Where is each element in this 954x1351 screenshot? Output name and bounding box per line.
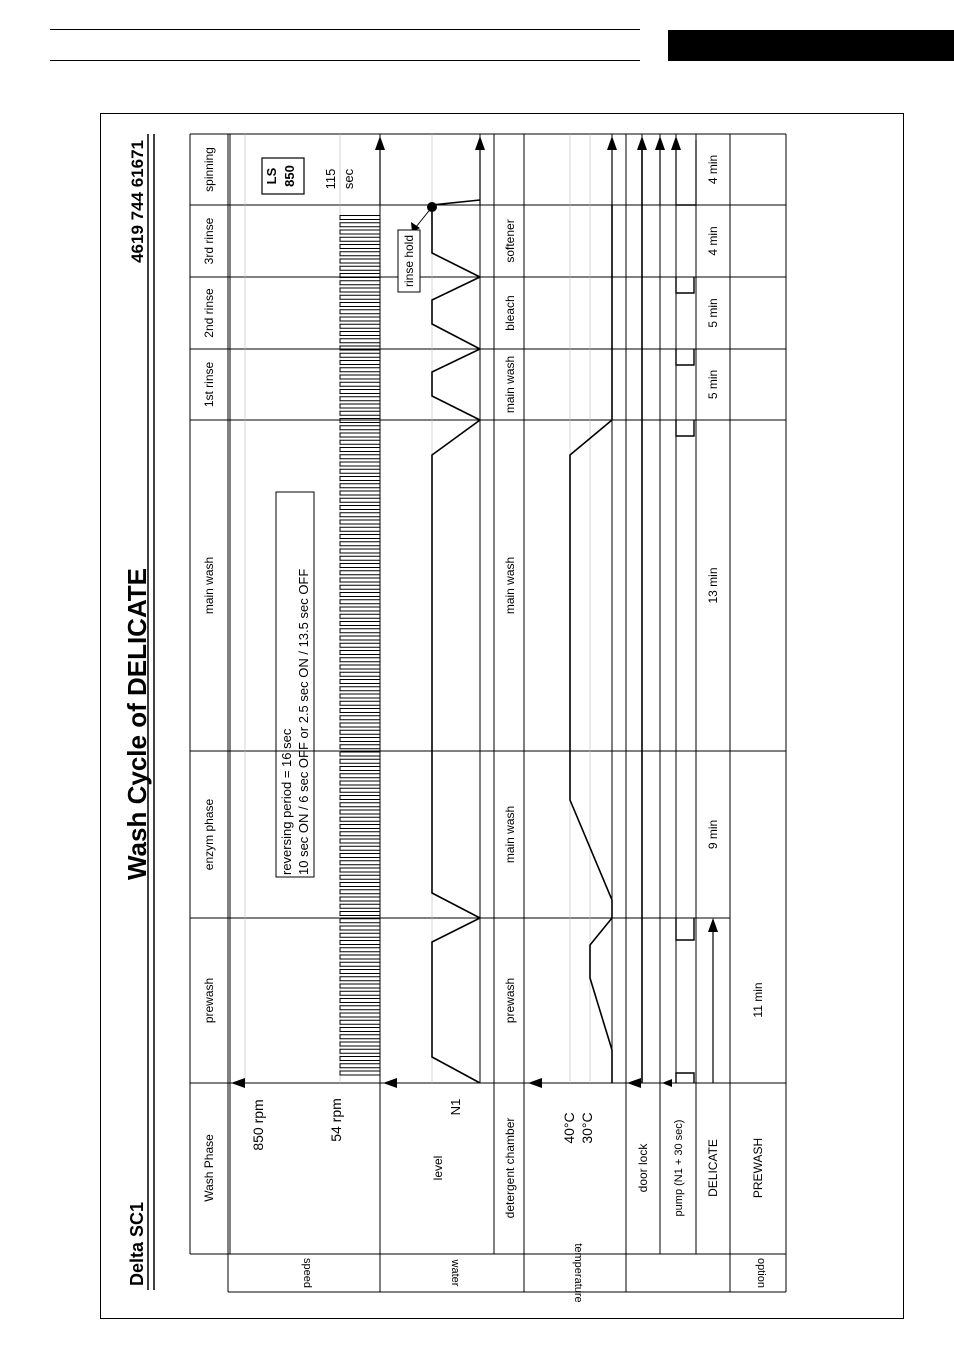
reversing-line1: reversing period = 16 sec: [279, 728, 294, 875]
phase-duration: 4 min: [706, 226, 720, 256]
group-label-speed: speed: [301, 1258, 313, 1288]
phase-duration: 4 min: [706, 154, 720, 185]
reversing-pulse-train: [340, 212, 380, 1075]
phase-duration: 13 min: [706, 567, 720, 604]
spin-time: 115: [323, 168, 338, 190]
spin-label: LS: [264, 167, 279, 185]
phase-detergent: main wash: [503, 556, 517, 615]
row-label-speed-wash: 54 rpm: [328, 1098, 344, 1142]
speed-arrow-top: [375, 136, 385, 150]
phase-name: prewash: [202, 977, 216, 1024]
row-label-level: level: [431, 1155, 445, 1181]
spin-speed: 850: [282, 165, 297, 187]
door-arrow-left: [627, 1078, 641, 1088]
phase-name: enzym phase: [202, 798, 216, 871]
group-label-temperature: temperature: [572, 1243, 584, 1303]
page-title: Wash Cycle of DELICATE: [122, 567, 152, 881]
door-lock-arrow-top: [637, 136, 647, 150]
prewash-duration: 11 min: [751, 982, 765, 1018]
row-label-pump: pump (N1 + 30 sec): [673, 1119, 685, 1217]
row-label-temp-low: 30°C: [579, 1112, 595, 1144]
phase-detergent: main wash: [503, 805, 517, 864]
row-label-door-lock: door lock: [636, 1143, 650, 1193]
phase-name: 2nd rinse: [202, 288, 216, 338]
model-name: Delta SC1: [127, 1201, 147, 1286]
phase-name: main wash: [202, 556, 216, 615]
phase-duration: 9 min: [706, 819, 720, 850]
delicate-arrow: [708, 918, 718, 932]
row-label-speed-max: 850 rpm: [250, 1099, 266, 1151]
row-label-level-mark: N1: [448, 1098, 463, 1116]
temperature-curve: [570, 205, 612, 1083]
phase-name: 1st rinse: [202, 361, 216, 408]
water-level-curve: [432, 200, 480, 1083]
pump-signal: [676, 1073, 694, 1083]
group-label-option: option: [755, 1258, 767, 1288]
water-arrow-top: [475, 136, 485, 150]
phase-duration: 5 min: [706, 298, 720, 328]
spin-unit: sec: [341, 168, 356, 190]
part-number: 4619 744 61671: [128, 140, 147, 263]
phase-detergent: bleach: [503, 295, 517, 331]
detergent-arrow-left: [528, 1078, 542, 1088]
phase-duration: 5 min: [706, 369, 720, 400]
group-label-water: water: [449, 1259, 461, 1287]
reversing-line2: 10 sec ON / 6 sec OFF or 2.5 sec ON / 13.5 sec OFF: [296, 568, 311, 875]
temperature-arrow-top: [607, 136, 617, 150]
pump-arrow-top: [671, 136, 681, 150]
water-arrow-left: [383, 1078, 397, 1088]
phase-detergent: prewash: [503, 977, 517, 1024]
phase-name: spinning: [202, 147, 216, 192]
row-label-wash-phase: Wash Phase: [202, 1134, 216, 1202]
row-label-delicate: DELICATE: [706, 1139, 720, 1197]
phase-name: 3rd rinse: [202, 217, 216, 265]
row-label-temp-high: 40°C: [561, 1112, 577, 1144]
rinse-hold-label: rinse hold: [402, 234, 416, 288]
row-label-detergent: detergent chamber: [503, 1117, 517, 1219]
speed-arrow-left: [231, 1078, 245, 1088]
phase-detergent: main wash: [503, 355, 517, 414]
pump-arrow-left: [662, 1079, 672, 1087]
phase-detergent: softener: [503, 219, 517, 263]
row-label-prewash-option: PREWASH: [751, 1137, 765, 1199]
